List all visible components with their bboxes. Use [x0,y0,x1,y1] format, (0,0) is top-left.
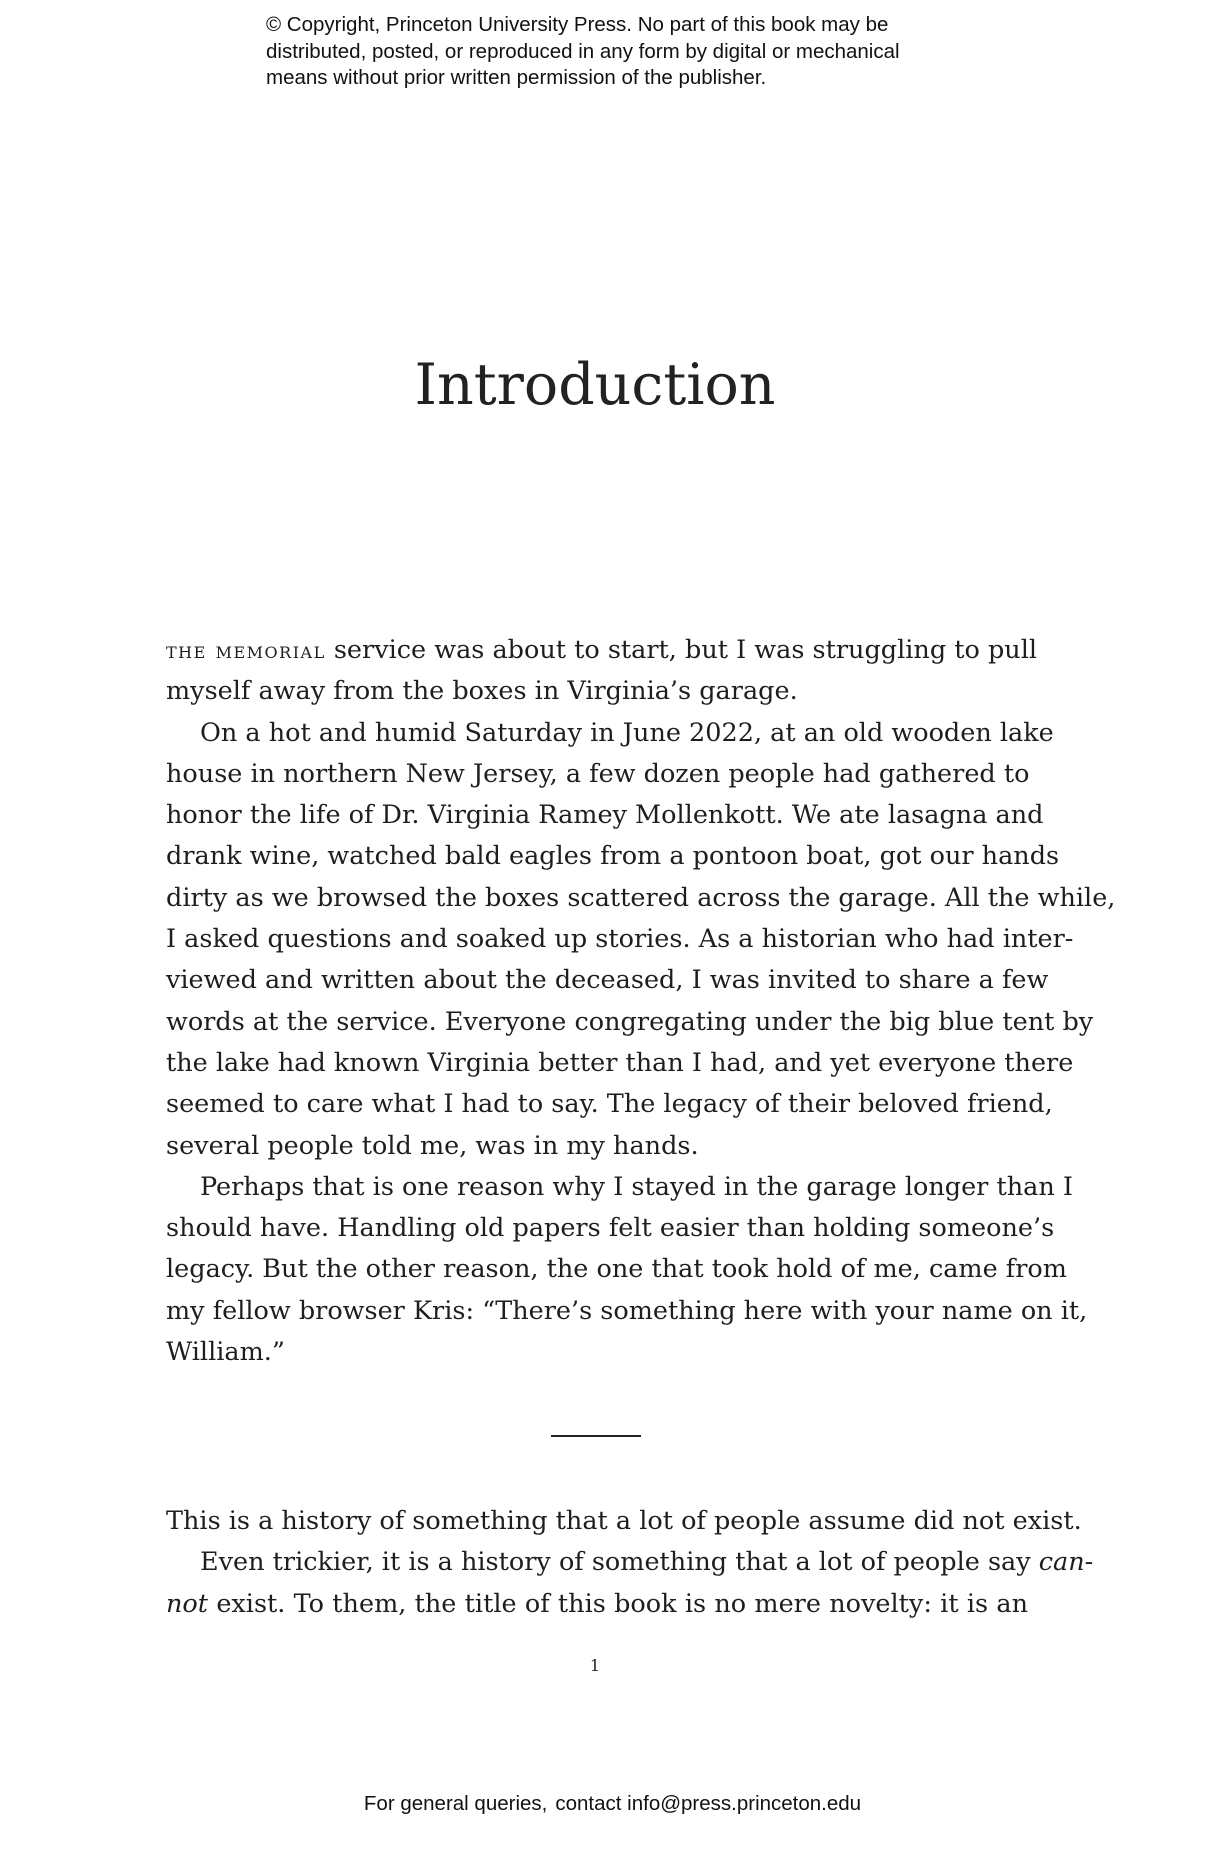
text-line: This is a history of something that a lot of people assume did not exist. [166,1506,1082,1536]
opening-smallcaps: the memorial [166,638,326,664]
text-line: drank wine, watched bald eagles from a pontoon boat, got our hands [166,841,1060,872]
copyright-line: means without prior written permission of the publisher. [266,66,767,89]
text-line: I asked questions and soaked up stories. As a historian who had inter- [166,924,1074,955]
section-two-text [166,1501,1094,1625]
text-line: words at the service. Everyone congregating under the big blue tent by [166,1006,1094,1037]
copyright-notice [266,12,1006,92]
text-line [166,1584,1028,1625]
italic-word: can- [1038,1547,1094,1578]
text-line: honor the life of Dr. Virginia Ramey Mollenkott. We ate lasagna and [166,800,1044,831]
text-line: several people told me, was in my hands. [166,1130,699,1161]
text-line: Perhaps that is one reason why I stayed in the garage longer than I [200,1171,1073,1202]
text-line: the lake had known Virginia better than I had, and yet everyone there [166,1047,1074,1078]
copyright-line: © Copyright, Princeton University Press. No part of this book may be [266,13,889,36]
italic-word: not [166,1588,209,1619]
text-line [166,1542,1094,1583]
footer-contact-email: contact info@press.princeton.edu [555,1792,862,1815]
text-fragment: exist. To them, the title of this book is no mere novelty: it is an [216,1588,1029,1619]
section-one-text [166,630,1116,1373]
chapter-title: Introduction [414,352,776,418]
text-fragment: Even trickier, it is a history of something that a lot of people say [200,1547,1031,1578]
text-line: viewed and written about the deceased, I was invited to share a few [166,965,1049,996]
text-line: On a hot and humid Saturday in June 2022, at an old wooden lake [200,717,1054,748]
footer-contact [0,1792,1225,1816]
text-line: house in northern New Jersey, a few dozen people had gathered to [166,758,1030,789]
text-fragment: service was about to start, but I was struggling to pull [325,635,1038,665]
text-line: dirty as we browsed the boxes scattered across the garage. All the while, [166,882,1116,913]
text-line: myself away from the boxes in Virginia’s garage. [166,676,798,707]
page-number: 1 [589,1656,601,1675]
text-line [166,630,1038,671]
text-line: my fellow browser Kris: “There’s something here with your name on it, [166,1295,1088,1326]
copyright-line: distributed, posted, or reproduced in any form by digital or mechanical [266,39,900,63]
text-line: William.” [166,1337,285,1368]
text-line: seemed to care what I had to say. The legacy of their beloved friend, [166,1089,1053,1120]
section-break-rule [551,1435,641,1437]
text-line: should have. Handling old papers felt easier than holding someone’s [166,1213,1055,1244]
text-line: legacy. But the other reason, the one that took hold of me, came from [166,1254,1067,1285]
footer-text: For general queries, [363,1792,548,1815]
